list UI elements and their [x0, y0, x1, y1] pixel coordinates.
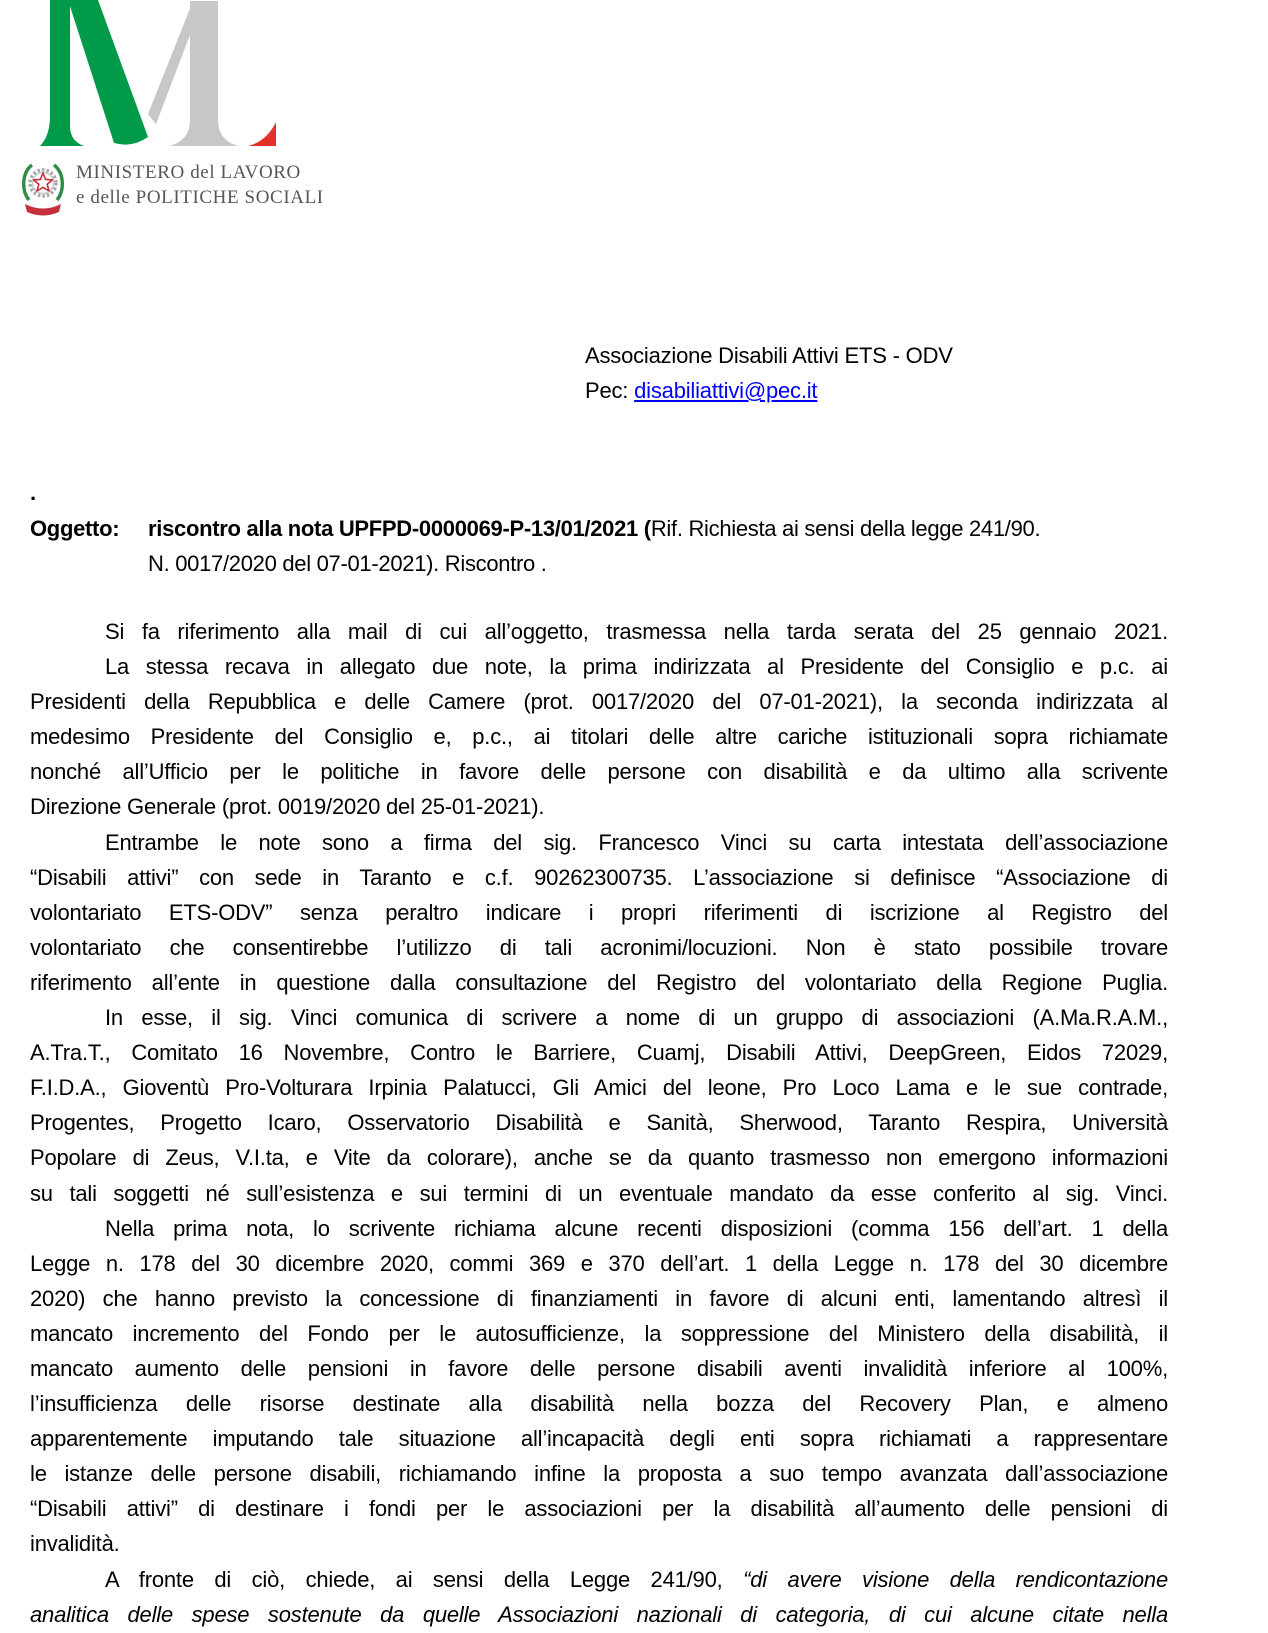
document-line	[30, 1246, 1168, 1281]
recipient-pec-line	[585, 373, 953, 408]
ministry-name-line2: e delle POLITICHE SOCIALI	[76, 187, 324, 208]
subject-label: Oggetto:	[30, 516, 120, 541]
text-run: su tali soggetti né sull’esistenza e sui termini di un eventuale mandato da esse conferito al sig. Vinci.	[30, 1180, 1168, 1206]
text-run: A.Tra.T., Comitato 16 Novembre, Contro le Barriere, Cuamj, Disabili Attivi, DeepGreen, Eidos 72029,	[30, 1040, 1168, 1066]
text-run: riferimento all’ente in questione dalla consultazione del Registro del volontariato della Regione Puglia.	[30, 969, 1168, 995]
subject-line1	[30, 511, 1168, 546]
ministry-name	[76, 160, 324, 210]
ministry-name-line1: MINISTERO del LAVORO	[76, 162, 301, 183]
text-run: l’insufficienza delle risorse destinate alla disabilità nella bozza del Recovery Plan, e almeno	[30, 1391, 1168, 1417]
text-run: mancato aumento delle pensioni in favore delle persone disabili aventi invalidità inferiore al 100%,	[30, 1355, 1168, 1381]
document-line	[30, 965, 1168, 1000]
subject-block	[30, 511, 1168, 581]
pec-email-link[interactable]: disabiliattivi@pec.it	[634, 378, 818, 404]
text-run: Popolare di Zeus, V.I.ta, e Vite da colorare), anche se da quanto trasmesso non emergono informazioni	[30, 1145, 1168, 1171]
document-line	[30, 1000, 1168, 1035]
text-run: invalidità.	[30, 1531, 120, 1557]
document-line	[30, 1456, 1168, 1491]
paragraph	[30, 614, 1168, 649]
recipient-block	[585, 338, 953, 408]
text-run: Entrambe le note sono a firma del sig. Francesco Vinci su carta intestata dell’associazione	[105, 829, 1168, 855]
text-run: 2020) che hanno previsto la concessione di finanziamenti in favore di alcuni enti, lamentando altresì il	[30, 1285, 1168, 1311]
document-body	[30, 614, 1168, 1632]
document-line	[30, 860, 1168, 895]
paragraph	[30, 1211, 1168, 1562]
ministry-ml-logo	[20, 0, 276, 150]
text-run: Si fa riferimento alla mail di cui all’oggetto, trasmessa nella tarda serata del 25 gennaio 2021.	[105, 619, 1168, 644]
document-line	[30, 1351, 1168, 1386]
text-run: nonché all’Ufficio per le politiche in favore delle persone con disabilità e da ultimo alla scrivente	[30, 759, 1168, 785]
text-run: Progentes, Progetto Icaro, Osservatorio Disabilità e Sanità, Sherwood, Taranto Respira, Università	[30, 1110, 1168, 1136]
pec-label: Pec:	[585, 378, 635, 404]
document-line	[30, 1140, 1168, 1175]
document-line	[30, 684, 1168, 719]
italy-emblem-icon	[20, 158, 66, 220]
text-run: F.I.D.A., Gioventù Pro-Volturara Irpinia Palatucci, Gli Amici del leone, Pro Loco Lama e le sue contrade,	[30, 1075, 1168, 1101]
document-line	[30, 895, 1168, 930]
subject-line2: N. 0017/2020 del 07-01-2021). Riscontro .	[148, 551, 547, 577]
subject-bold-text: riscontro alla nota UPFPD-0000069-P-13/01/2021 (	[148, 516, 651, 541]
document-line	[30, 1597, 1168, 1632]
document-line	[30, 1386, 1168, 1421]
text-run: Legge n. 178 del 30 dicembre 2020, commi 369 e 370 dell’art. 1 della Legge n. 178 del 30 dicembre	[30, 1250, 1168, 1276]
text-run: “di avere visione della rendicontazione	[743, 1566, 1168, 1592]
text-run: “Disabili attivi” con sede in Taranto e c.f. 90262300735. L’associazione si definisce “Associazione di	[30, 864, 1168, 890]
text-run: volontariato che consentirebbe l’utilizzo di tali acronimi/locuzioni. Non è stato possibile trovare	[30, 934, 1168, 960]
text-run: Presidenti della Repubblica e delle Camere (prot. 0017/2020 del 07-01-2021), la seconda indirizzata al	[30, 689, 1168, 715]
paragraph	[30, 1562, 1168, 1632]
text-run: In esse, il sig. Vinci comunica di scrivere a nome di un gruppo di associazioni (A.Ma.R.A.M.,	[105, 1005, 1168, 1031]
document-line	[30, 930, 1168, 965]
text-run: analitica delle spese sostenute da quelle Associazioni nazionali di categoria, di cui alcune citate nella	[30, 1601, 1168, 1627]
document-line	[30, 789, 1168, 824]
document-line	[30, 825, 1168, 860]
text-run: Direzione Generale (prot. 0019/2020 del 25-01-2021).	[30, 794, 545, 820]
text-run: “Disabili attivi” di destinare i fondi per le associazioni per la disabilità all’aumento delle pensioni di	[30, 1496, 1168, 1522]
document-line	[30, 1211, 1168, 1246]
document-line	[30, 1070, 1168, 1105]
text-run: le istanze delle persone disabili, richiamando infine la proposta a suo tempo avanzata dall’associazione	[30, 1461, 1168, 1487]
document-line	[30, 1105, 1168, 1140]
paragraph	[30, 1000, 1168, 1211]
paragraph	[30, 825, 1168, 1000]
paragraph	[30, 649, 1168, 824]
document-line	[30, 1316, 1168, 1351]
document-line	[30, 754, 1168, 789]
text-run: La stessa recava in allegato due note, la prima indirizzata al Presidente del Consiglio e p.c. ai	[105, 654, 1168, 680]
document-line	[30, 1281, 1168, 1316]
text-run: Nella prima nota, lo scrivente richiama alcune recenti disposizioni (comma 156 dell’art. 1 della	[105, 1215, 1168, 1241]
document-line	[30, 719, 1168, 754]
document-line	[30, 614, 1168, 649]
text-run: mancato incremento del Fondo per le autosufficienze, la soppressione del Ministero della disabilità, il	[30, 1320, 1168, 1346]
document-line	[30, 1035, 1168, 1070]
recipient-name: Associazione Disabili Attivi ETS - ODV	[585, 343, 953, 368]
document-line	[30, 649, 1168, 684]
document-line	[30, 1421, 1168, 1456]
text-run: A fronte di ciò, chiede, ai sensi della Legge 241/90,	[105, 1566, 744, 1592]
document-line	[30, 1562, 1168, 1597]
stray-dot: .	[30, 480, 37, 505]
document-line	[30, 1176, 1168, 1211]
text-run: medesimo Presidente del Consiglio e, p.c., ai titolari delle altre cariche istituzionali sopra richiamate	[30, 724, 1168, 750]
text-run: volontariato ETS-ODV” senza peraltro indicare i propri riferimenti di iscrizione al Registro del	[30, 899, 1168, 925]
document-line	[30, 1491, 1168, 1526]
text-run: apparentemente imputando tale situazione all’incapacità degli enti sopra richiamati a rappresentare	[30, 1426, 1168, 1452]
subject-regular-text: Rif. Richiesta ai sensi della legge 241/90.	[650, 516, 1041, 541]
document-line	[30, 1526, 1168, 1561]
